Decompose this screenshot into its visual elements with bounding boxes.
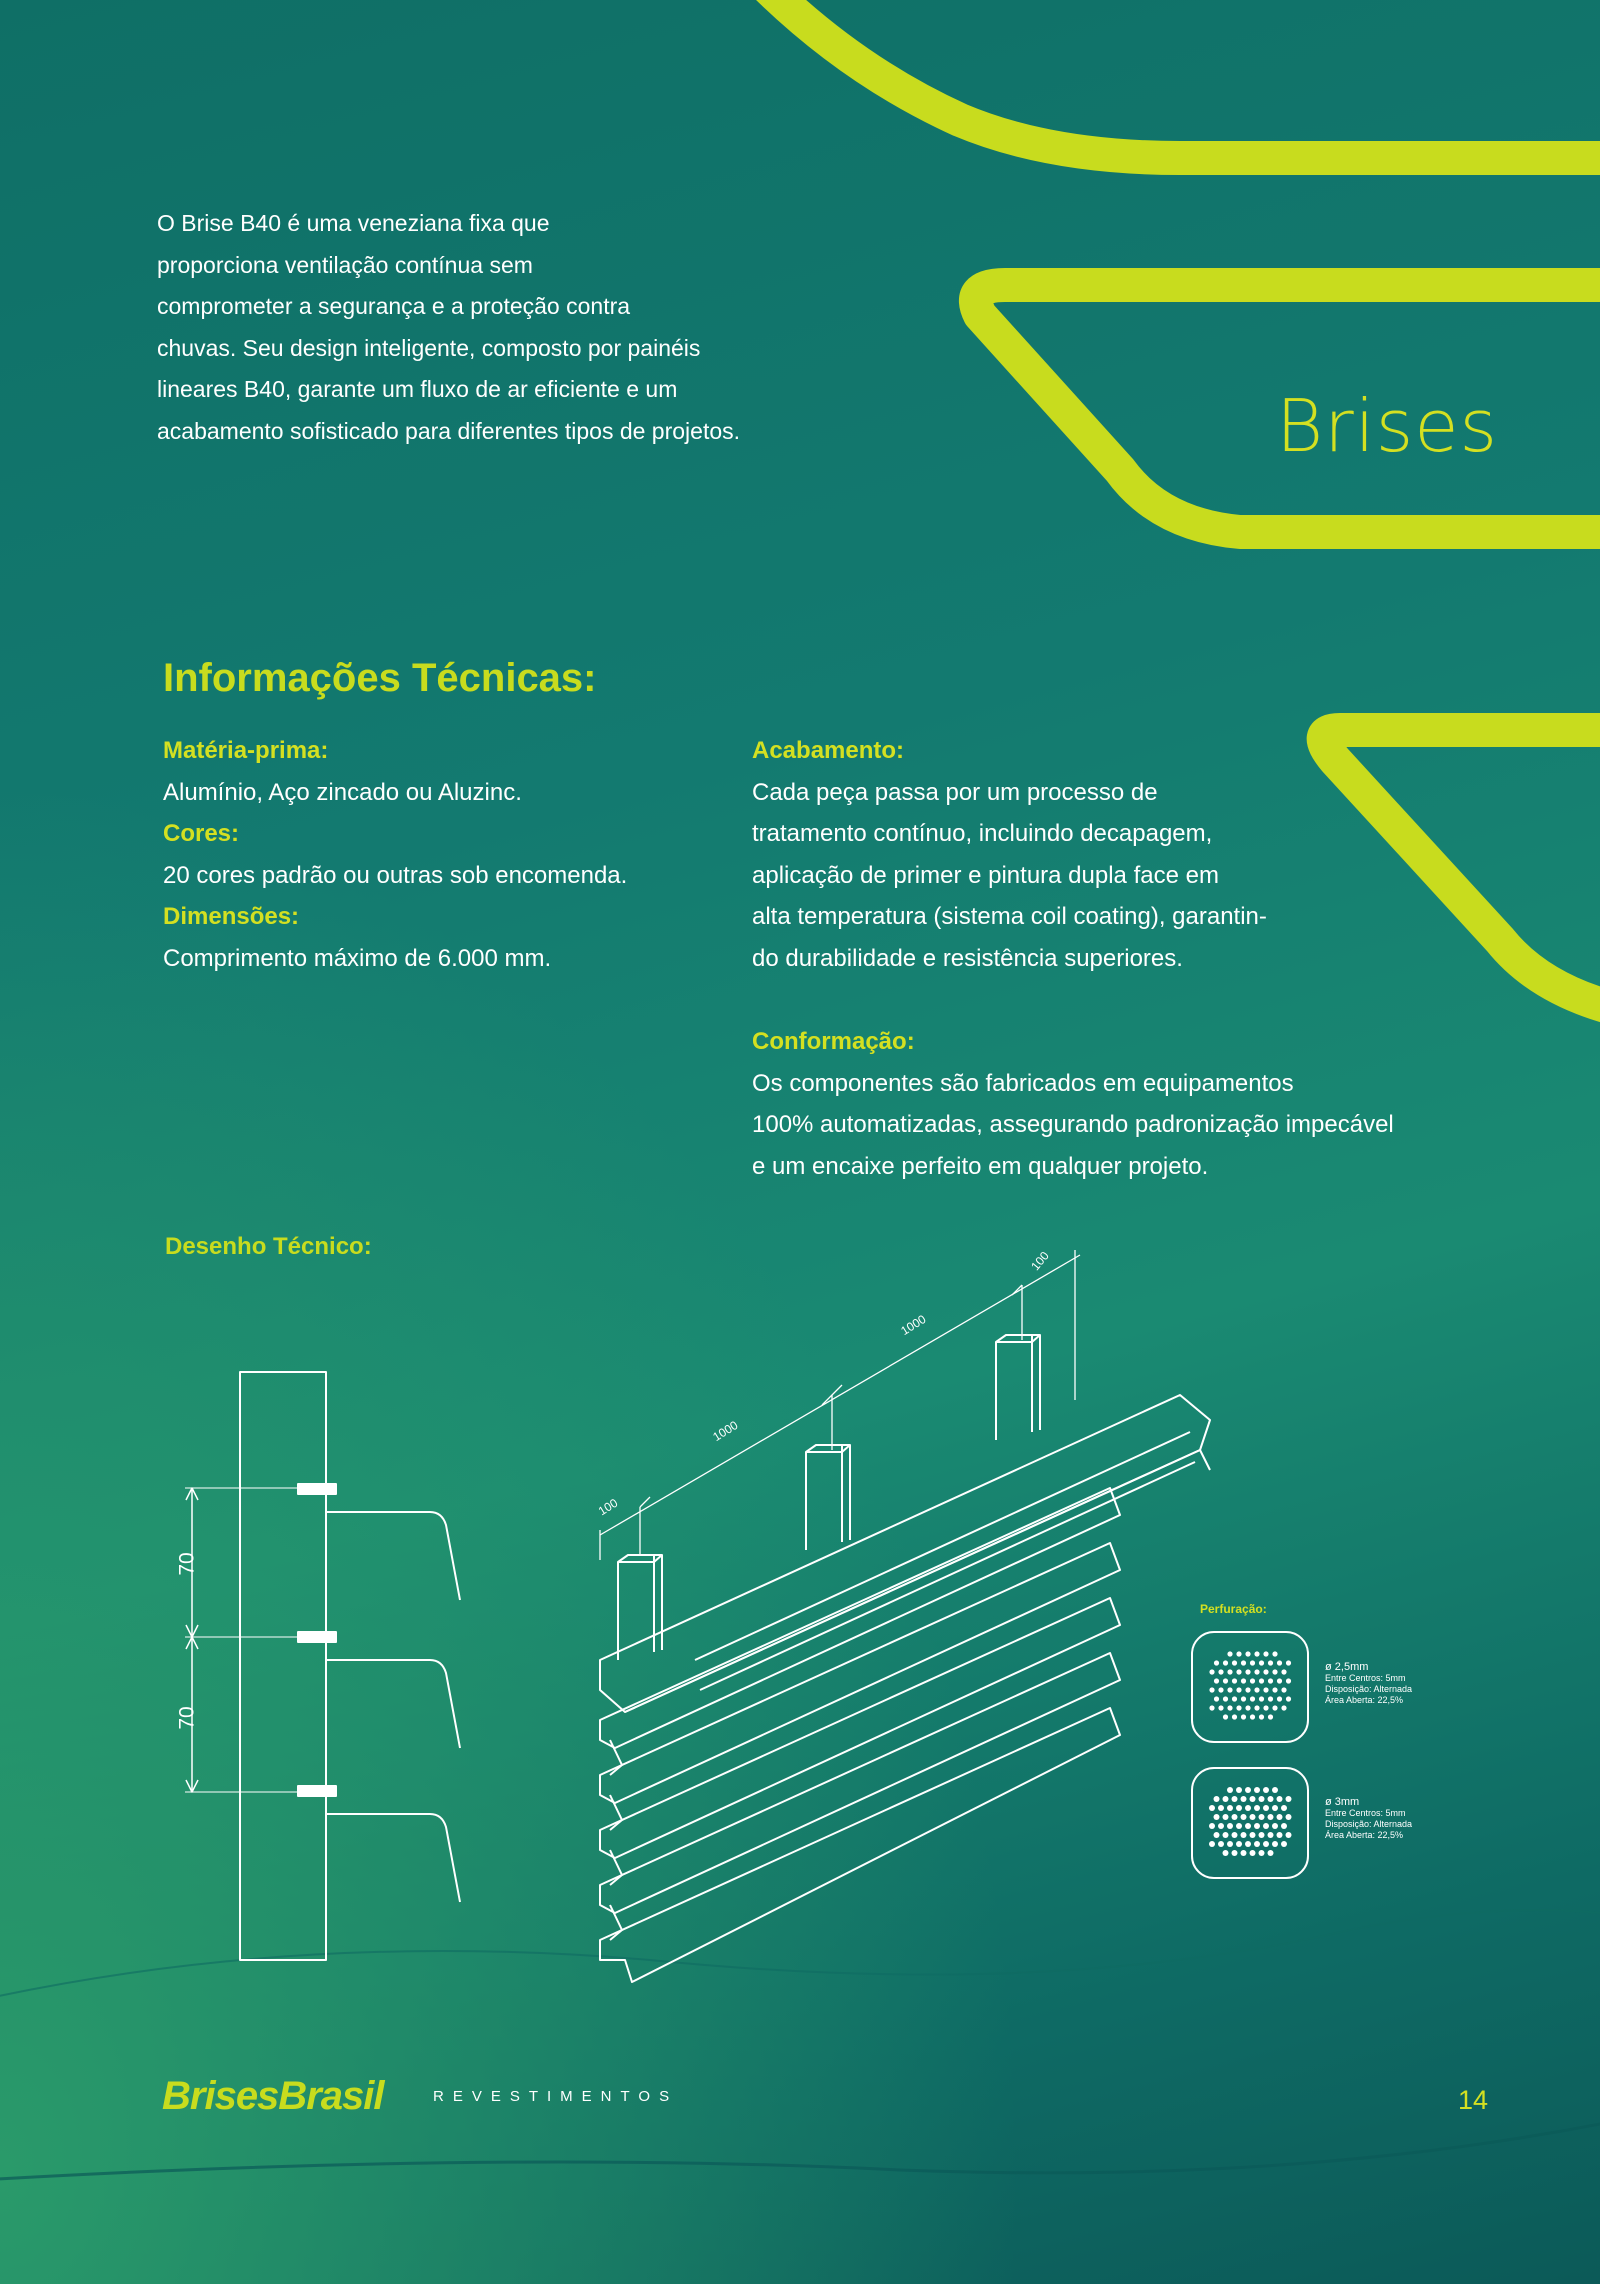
perforation-hole (1272, 1669, 1277, 1674)
spec-value-dimensions: Comprimento máximo de 6.000 mm. (163, 944, 552, 972)
iso-dimension-label: 100 (595, 1495, 621, 1519)
perforation-hole (1236, 1705, 1241, 1710)
perforation-hole (1232, 1678, 1237, 1683)
iso-dimension-label: 1000 (898, 1311, 929, 1339)
perforation-spec-1 (1325, 1662, 1412, 1706)
perforation-heading: Perfuração: (1200, 1602, 1267, 1616)
perforation-hole (1259, 1850, 1265, 1856)
perforation-hole (1281, 1669, 1286, 1674)
perforation-hole (1214, 1796, 1220, 1802)
perforation-hole (1277, 1660, 1282, 1665)
perforation-hole (1227, 1805, 1233, 1811)
perforation-hole (1245, 1669, 1250, 1674)
perforation-hole (1250, 1850, 1256, 1856)
brand-subtitle: REVESTIMENTOS (433, 2088, 679, 2105)
intro-line: comprometer a segurança e a proteção contra (157, 293, 631, 319)
forming-line: e um encaixe perfeito em qualquer projeto. (752, 1152, 1209, 1180)
perforation-hole (1245, 1651, 1250, 1656)
perforation-hole (1286, 1660, 1291, 1665)
perforation-hole (1268, 1696, 1273, 1701)
perforation-hole (1209, 1841, 1215, 1847)
perforation-hole (1263, 1787, 1269, 1793)
perforation-hole (1232, 1660, 1237, 1665)
perforation-hole (1232, 1696, 1237, 1701)
perforation-open-area: Área Aberta: 22,5% (1325, 1830, 1404, 1840)
perforation-hole (1277, 1814, 1283, 1820)
perforation-hole (1218, 1823, 1224, 1829)
spec-label-material: Matéria-prima: (163, 737, 329, 764)
perforation-hole (1254, 1705, 1259, 1710)
perforation-hole (1209, 1805, 1215, 1811)
spec-label-finish: Acabamento: (752, 737, 905, 764)
perforation-hole (1281, 1805, 1287, 1811)
perforation-hole (1245, 1705, 1250, 1710)
forming-line: 100% automatizadas, assegurando padronização impecável (752, 1111, 1394, 1138)
perforation-open-area: Área Aberta: 22,5% (1325, 1695, 1404, 1705)
perforation-hole (1272, 1787, 1278, 1793)
perforation-hole (1254, 1687, 1259, 1692)
perforation-hole (1236, 1841, 1242, 1847)
perforation-hole (1241, 1678, 1246, 1683)
perforation-hole (1209, 1687, 1214, 1692)
perforation-layout: Disposição: Alternada (1325, 1684, 1413, 1694)
spec-label-forming: Conformação: (752, 1028, 915, 1055)
perforation-hole (1250, 1796, 1256, 1802)
perforation-hole (1245, 1787, 1251, 1793)
iso-dimension-label: 1000 (710, 1417, 741, 1445)
perforation-hole (1227, 1787, 1233, 1793)
intro-line: acabamento sofisticado para diferentes tipos de projetos. (157, 417, 741, 444)
perforation-hole (1272, 1705, 1277, 1710)
perforation-hole (1241, 1850, 1247, 1856)
forming-line: Os componentes são fabricados em equipamentos (752, 1069, 1294, 1097)
perforation-hole (1272, 1687, 1277, 1692)
perforation-hole (1286, 1796, 1292, 1802)
perforation-hole (1268, 1814, 1274, 1820)
perforation-spacing: Entre Centros: 5mm (1325, 1673, 1406, 1683)
perforation-hole (1263, 1805, 1269, 1811)
perforation-hole (1286, 1832, 1292, 1838)
perforation-hole (1241, 1660, 1246, 1665)
perforation-hole (1263, 1823, 1269, 1829)
perforation-hole (1268, 1660, 1273, 1665)
perforation-spacing: Entre Centros: 5mm (1325, 1808, 1406, 1818)
perforation-hole (1227, 1669, 1232, 1674)
finish-line: do durabilidade e resistência superiores. (752, 944, 1183, 972)
perforation-hole (1250, 1832, 1256, 1838)
perforation-hole (1241, 1832, 1247, 1838)
perforation-hole (1218, 1687, 1223, 1692)
perforation-hole (1223, 1660, 1228, 1665)
perforation-hole (1286, 1696, 1291, 1701)
spec-label-dimensions: Dimensões: (163, 903, 300, 930)
perforation-hole (1281, 1705, 1286, 1710)
page-number: 14 (1458, 2085, 1489, 2115)
perforation-hole (1236, 1687, 1241, 1692)
perforation-hole (1268, 1714, 1273, 1719)
perforation-hole (1272, 1841, 1278, 1847)
perforation-hole (1259, 1696, 1264, 1701)
perforation-hole (1254, 1805, 1260, 1811)
perforation-hole (1232, 1832, 1238, 1838)
perforation-hole (1218, 1705, 1223, 1710)
finish-line: tratamento contínuo, incluindo decapagem, (752, 820, 1213, 847)
perforation-hole (1245, 1823, 1251, 1829)
perforation-hole (1232, 1796, 1238, 1802)
perforation-hole (1259, 1660, 1264, 1665)
perforation-hole (1254, 1823, 1260, 1829)
finish-line: Cada peça passa por um processo de (752, 778, 1158, 806)
perforation-hole (1232, 1714, 1237, 1719)
perforation-diameter: ø 3mm (1325, 1796, 1360, 1808)
perforation-hole (1241, 1714, 1246, 1719)
iso-dimension-label: 100 (1028, 1248, 1052, 1274)
perforation-hole (1245, 1687, 1250, 1692)
perforation-hole (1254, 1841, 1260, 1847)
perforation-hole (1263, 1841, 1269, 1847)
intro-line: chuvas. Seu design inteligente, composto por painéis (157, 334, 701, 361)
perforation-diameter: ø 2,5mm (1325, 1661, 1369, 1673)
perforation-hole (1259, 1714, 1264, 1719)
perforation-hole (1250, 1678, 1255, 1683)
perforation-hole (1263, 1705, 1268, 1710)
perforation-hole (1281, 1841, 1287, 1847)
perforation-hole (1245, 1805, 1251, 1811)
perforation-hole (1236, 1651, 1241, 1656)
finish-line: alta temperatura (sistema coil coating), garantin- (752, 903, 1267, 930)
perforation-hole (1268, 1796, 1274, 1802)
perforation-hole (1223, 1832, 1229, 1838)
perforation-hole (1263, 1651, 1268, 1656)
perforation-hole (1223, 1678, 1228, 1683)
perforation-hole (1250, 1814, 1256, 1820)
perforation-hole (1250, 1714, 1255, 1719)
perforation-hole (1232, 1850, 1238, 1856)
perforation-hole (1277, 1832, 1283, 1838)
perforation-hole (1281, 1687, 1286, 1692)
perforation-hole (1277, 1678, 1282, 1683)
perforation-hole (1286, 1678, 1291, 1683)
perforation-hole (1254, 1651, 1259, 1656)
perforation-hole (1214, 1814, 1220, 1820)
perforation-hole (1236, 1787, 1242, 1793)
perforation-hole (1241, 1796, 1247, 1802)
perforation-hole (1223, 1696, 1228, 1701)
perforation-hole (1245, 1841, 1251, 1847)
perforation-hole (1259, 1832, 1265, 1838)
spec-value-material: Alumínio, Aço zincado ou Aluzinc. (163, 778, 522, 806)
dimension-label: 70 (175, 1552, 199, 1576)
intro-line: O Brise B40 é uma veneziana fixa que (157, 210, 550, 236)
intro-line: proporciona ventilação contínua sem (157, 251, 533, 278)
perforation-hole (1286, 1814, 1292, 1820)
perforation-hole (1227, 1823, 1233, 1829)
perforation-hole (1268, 1678, 1273, 1683)
perforation-hole (1250, 1660, 1255, 1665)
perforation-hole (1236, 1669, 1241, 1674)
perforation-hole (1218, 1669, 1223, 1674)
perforation-hole (1263, 1669, 1268, 1674)
perforation-hole (1272, 1651, 1277, 1656)
technical-info-heading: Informações Técnicas: (163, 656, 597, 700)
perforation-hole (1254, 1669, 1259, 1674)
technical-drawing-heading: Desenho Técnico: (165, 1233, 372, 1260)
perforation-hole (1263, 1687, 1268, 1692)
perforation-hole (1250, 1696, 1255, 1701)
finish-line: aplicação de primer e pintura dupla face em (752, 861, 1219, 889)
perforation-hole (1214, 1832, 1220, 1838)
perforation-hole (1259, 1796, 1265, 1802)
perforation-hole (1209, 1669, 1214, 1674)
perforation-hole (1254, 1787, 1260, 1793)
perforation-hole (1223, 1814, 1229, 1820)
perforation-hole (1227, 1705, 1232, 1710)
perforation-hole (1214, 1696, 1219, 1701)
dimension-label: 70 (175, 1706, 199, 1730)
intro-line: lineares B40, garante um fluxo de ar eficiente e um (157, 376, 678, 402)
brand-logo: BrisesBrasil (162, 2074, 384, 2118)
perforation-hole (1214, 1660, 1219, 1665)
perforation-hole (1259, 1678, 1264, 1683)
perforation-hole (1223, 1850, 1229, 1856)
perforation-spec-2 (1325, 1797, 1412, 1841)
spec-value-colors: 20 cores padrão ou outras sob encomenda. (163, 861, 628, 889)
perforation-hole (1236, 1823, 1242, 1829)
perforation-hole (1268, 1832, 1274, 1838)
perforation-hole (1209, 1823, 1215, 1829)
perforation-hole (1236, 1805, 1242, 1811)
perforation-hole (1227, 1651, 1232, 1656)
perforation-hole (1277, 1796, 1283, 1802)
perforation-hole (1223, 1714, 1228, 1719)
perforation-hole (1232, 1814, 1238, 1820)
section-brand-title: Brises (1276, 384, 1499, 468)
perforation-hole (1223, 1796, 1229, 1802)
perforation-hole (1268, 1850, 1274, 1856)
perforation-hole (1218, 1841, 1224, 1847)
perforation-hole (1259, 1814, 1265, 1820)
perforation-hole (1227, 1687, 1232, 1692)
spec-label-colors: Cores: (163, 820, 240, 847)
perforation-hole (1214, 1678, 1219, 1683)
perforation-hole (1241, 1814, 1247, 1820)
perforation-hole (1272, 1823, 1278, 1829)
perforation-hole (1277, 1696, 1282, 1701)
perforation-hole (1281, 1823, 1287, 1829)
perforation-hole (1227, 1841, 1233, 1847)
perforation-hole (1209, 1705, 1214, 1710)
perforation-hole (1218, 1805, 1224, 1811)
perforation-layout: Disposição: Alternada (1325, 1819, 1413, 1829)
perforation-hole (1241, 1696, 1246, 1701)
perforation-hole (1272, 1805, 1278, 1811)
